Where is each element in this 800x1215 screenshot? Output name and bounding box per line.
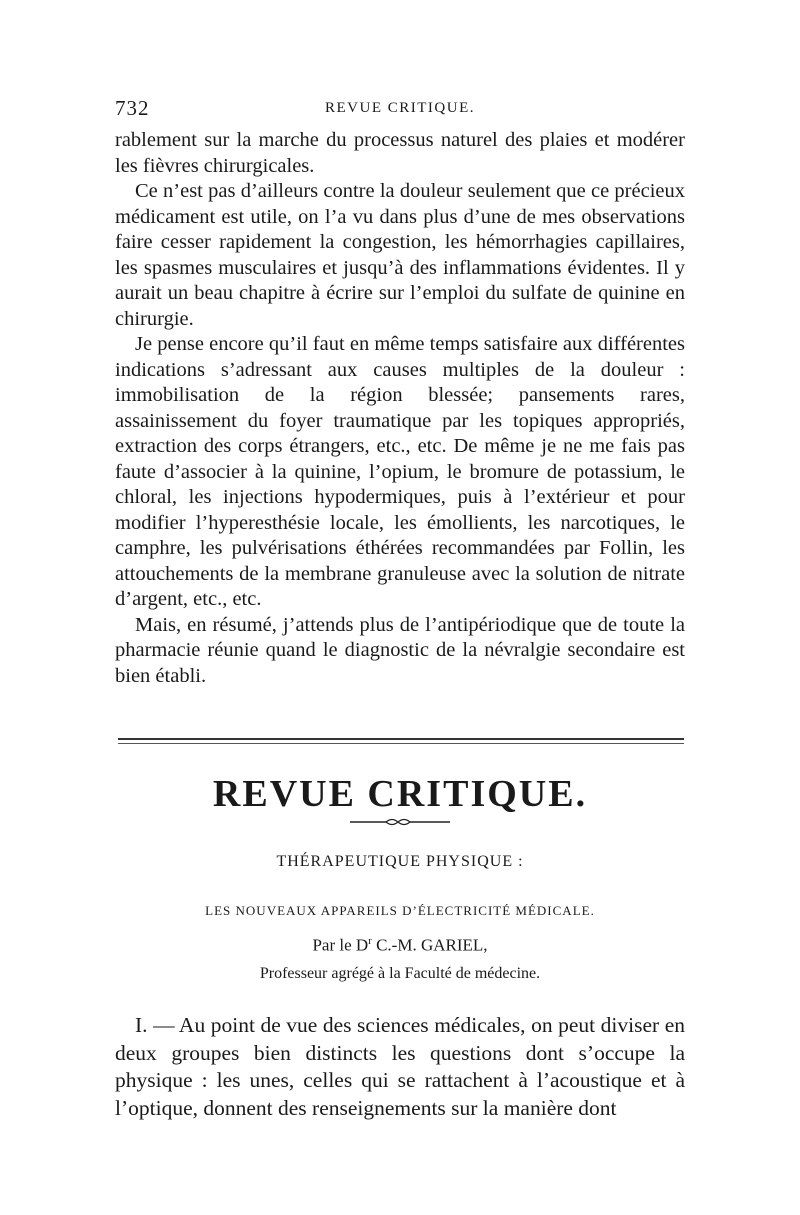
article-heading: LES NOUVEAUX APPAREILS D’ÉLECTRICITÉ MÉDICALE. [205, 903, 595, 918]
ornament-divider-icon [350, 816, 450, 828]
paragraph-continuation: rablement sur la marche du processus naturel des plaies et modérer les fièvres chirurgicales. [115, 129, 685, 177]
author-name: C.-M. GARIEL, [371, 935, 488, 955]
article-subtitle: THÉRAPEUTIQUE PHYSIQUE : [276, 853, 524, 870]
section-divider-thick [118, 738, 684, 740]
running-title: REVUE CRITIQUE. [325, 100, 475, 116]
page-header [115, 96, 685, 126]
paragraph: Mais, en résumé, j’attends plus de l’antipériodique que de toute la pharmacie réunie quand le diagnostic de la névralgie secondaire est bien établi. [115, 613, 685, 687]
previous-article-text [115, 128, 685, 689]
byline-sup: r [368, 935, 372, 947]
byline-prefix: Par le D [312, 935, 369, 955]
section-title: REVUE CRITIQUE. [212, 773, 588, 815]
page-number: 732 [115, 96, 150, 120]
author-byline [115, 935, 685, 956]
author-affiliation: Professeur agrégé à la Faculté de médecine. [259, 965, 541, 982]
paragraph: Ce n’est pas d’ailleurs contre la douleur seulement que ce précieux médicament est utile, on l’a vu dans plus d’une de mes observations faire cesser rapidement la congestion, les hémorrhagies capillaires, les spasmes musculaires et jusqu’à des inflammations évidentes. Il y aurait un beau chapitre à écrire sur l’emploi du sulfate de quinine en chirurgie. [115, 180, 685, 330]
article-body [115, 1012, 685, 1122]
paragraph: I. — Au point de vue des sciences médicales, on peut diviser en deux groupes bien distincts les questions dont s’occupe la physique : les unes, celles qui se rattachent à l’acoustique et à l’optique, donnent des renseignements sur la manière dont [115, 1013, 685, 1120]
paragraph: Je pense encore qu’il faut en même temps satisfaire aux différentes indications s’adressant aux causes multiples de la douleur : immobilisation de la région blessée; pansements rares, assainissement du foyer traumatique par les topiques appropriés, extraction des corps étrangers, etc., etc. De même je ne me fais pas faute d’associer à la quinine, l’opium, le bromure de potassium, le chloral, les injections hypodermiques, puis à l’extérieur et pour modifier l’hyperesthésie locale, les émollients, les narcotiques, le camphre, les pulvérisations éthérées recommandées par Follin, les attouchements de la membrane granuleuse avec la solution de nitrate d’argent, etc., etc. [115, 333, 685, 610]
section-divider-thin [118, 743, 684, 744]
